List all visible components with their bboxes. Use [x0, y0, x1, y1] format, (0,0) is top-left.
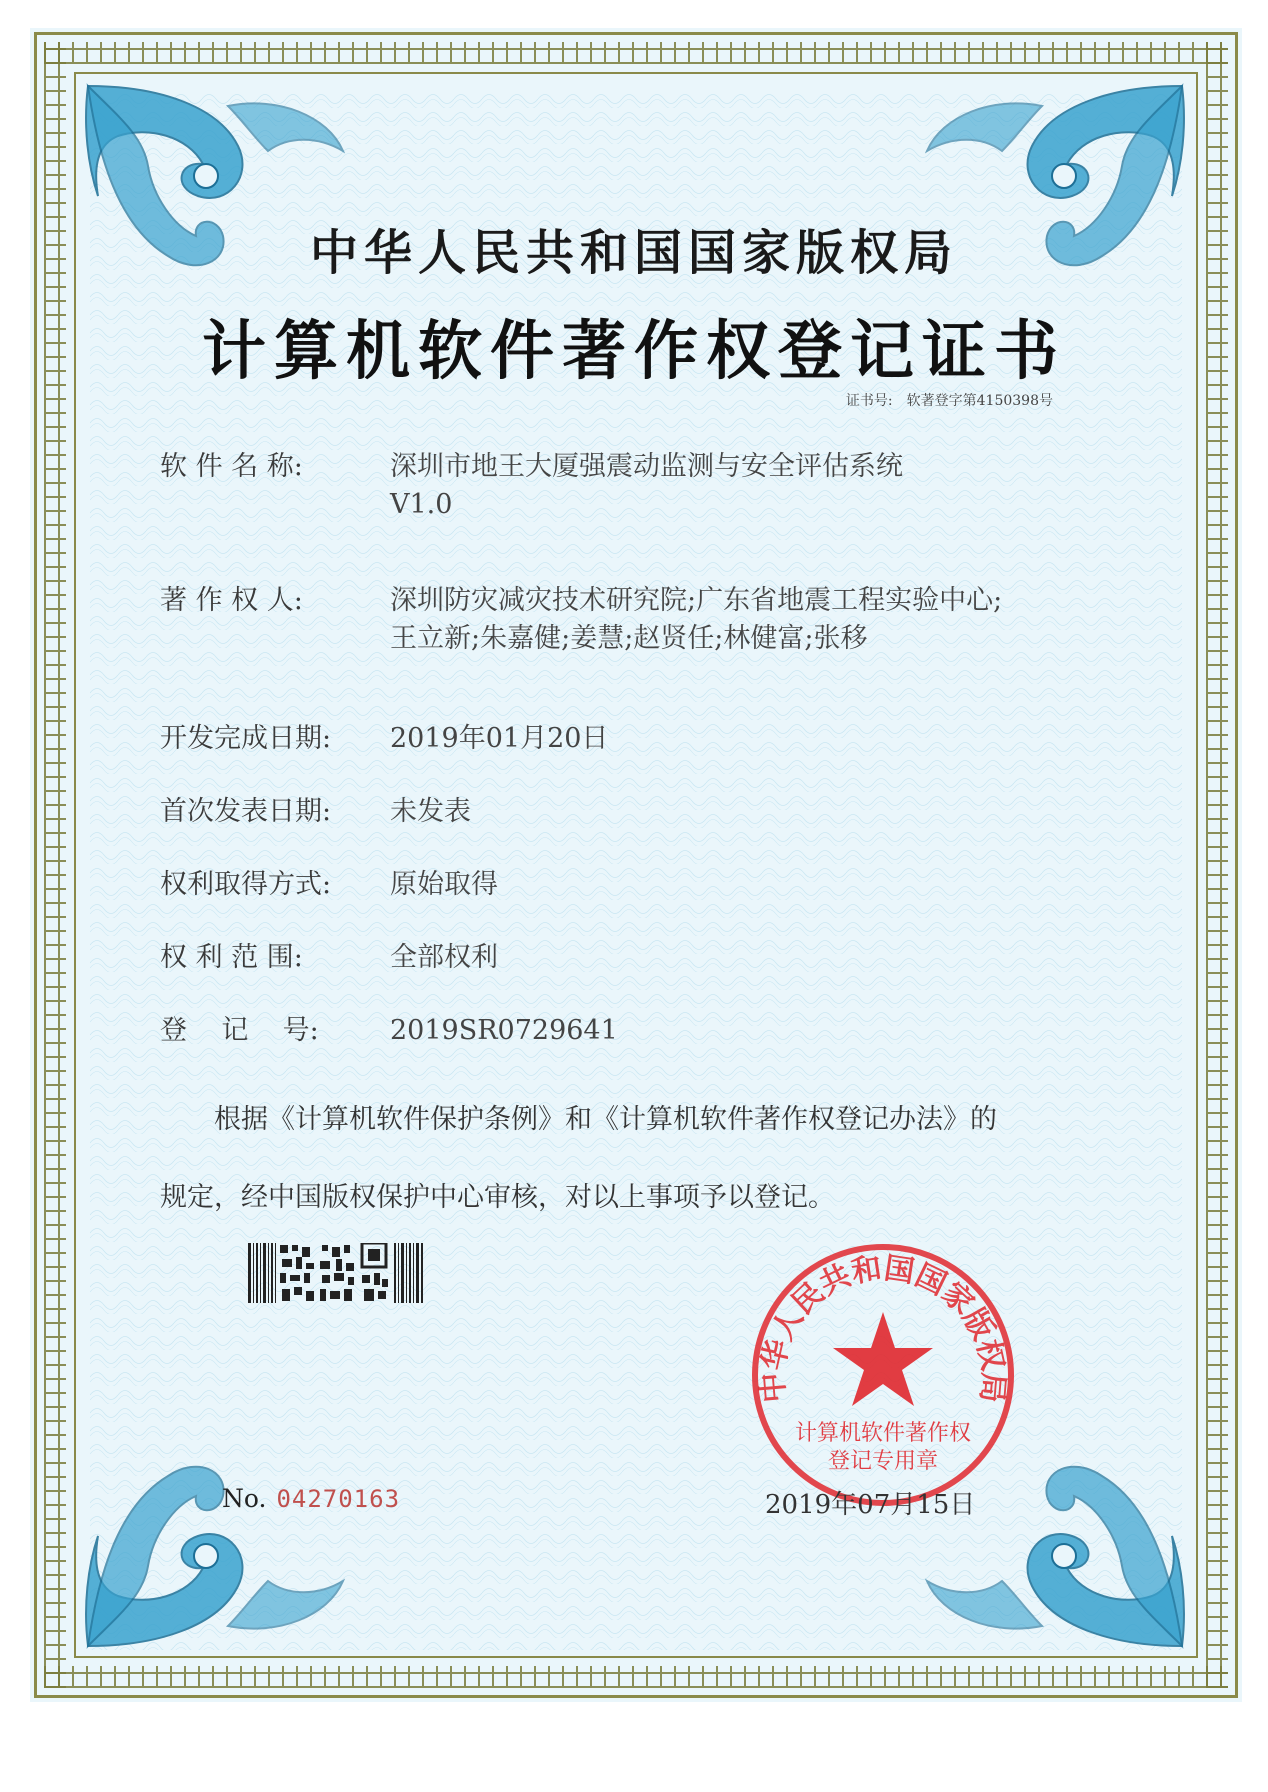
field-value: [390, 448, 903, 524]
field-label: 著 作 权 人:: [160, 585, 303, 616]
field-software-name: [160, 448, 903, 524]
field-label: 登 记 号:: [160, 1015, 319, 1046]
corner-ornament-bottom-left: [78, 1436, 358, 1656]
field-value: 全部权利: [390, 942, 498, 973]
serial-number: [222, 1484, 400, 1513]
field-value-line: 深圳防灾减灾技术研究院;广东省地震工程实验中心;: [390, 585, 1003, 616]
field-value-line: 深圳市地王大厦强震动监测与安全评估系统: [390, 451, 903, 482]
issuer-title: 中华人民共和国国家版权局: [309, 225, 958, 281]
serial-number-label: No.: [222, 1484, 267, 1513]
issue-date: 2019年07月15日: [765, 1490, 976, 1520]
field-registration-number: [160, 1012, 618, 1050]
seal-ring-textpath: 中华人民共和国国家版权局: [755, 1250, 1011, 1404]
statement-line-2: 规定，经中国版权保护中心审核，对以上事项予以登记。: [160, 1182, 835, 1213]
field-first-publication-date: [160, 793, 471, 831]
field-value: 原始取得: [390, 869, 498, 900]
seal-center-line-2: 登记专用章: [827, 1449, 939, 1474]
certificate-title: 计算机软件著作权登记证书: [202, 314, 1066, 389]
field-label: 权利取得方式:: [160, 869, 332, 900]
field-copyright-owner: [160, 582, 1002, 658]
field-acquisition-method: [160, 866, 498, 904]
barcode: [248, 1243, 424, 1303]
certificate-number-value: 软著登字第4150398号: [906, 393, 1053, 409]
field-label: 软 件 名 称:: [160, 451, 303, 482]
field-value-line: V1.0: [390, 489, 453, 520]
seal-center-line-1: 计算机软件著作权: [794, 1421, 972, 1446]
serial-number-value: 04270163: [276, 1485, 401, 1513]
certificate-number-label: 证书号:: [845, 393, 893, 409]
field-label: 首次发表日期:: [160, 796, 332, 827]
field-label: 权 利 范 围:: [160, 942, 303, 973]
statement-line-1: 根据《计算机软件保护条例》和《计算机软件著作权登记办法》的: [214, 1104, 997, 1135]
field-rights-scope: [160, 939, 498, 977]
field-value: 2019SR0729641: [390, 1015, 618, 1046]
field-value: [390, 582, 1002, 658]
field-label: 开发完成日期:: [160, 723, 332, 754]
field-value: 2019年01月20日: [390, 723, 609, 754]
certificate-number: [832, 390, 1053, 410]
field-value-line: 王立新;朱嘉健;姜慧;赵贤任;林健富;张移: [390, 623, 868, 654]
field-completion-date: [160, 720, 608, 758]
field-value: 未发表: [390, 796, 471, 827]
official-seal: [748, 1240, 1018, 1510]
